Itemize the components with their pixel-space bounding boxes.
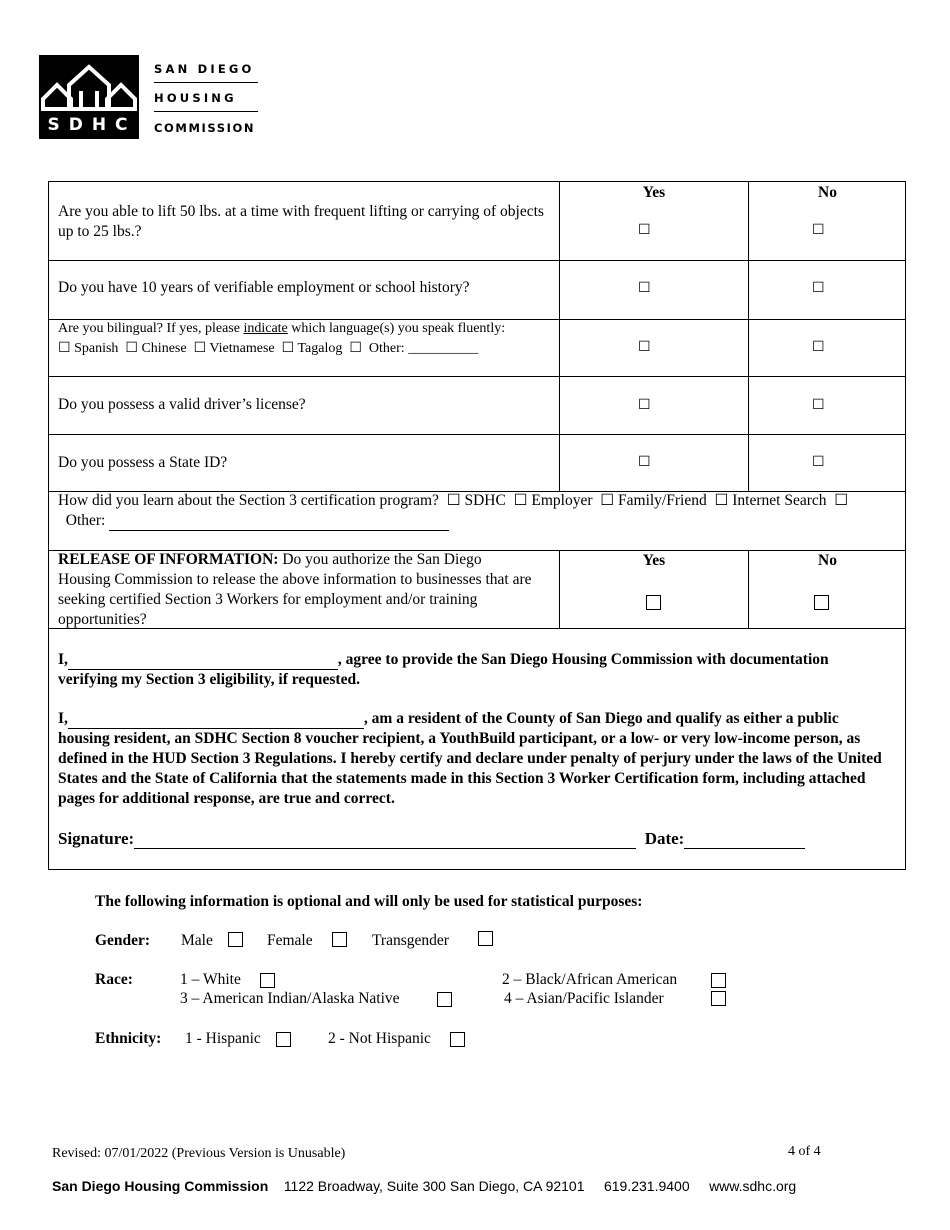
optional-intro: The following information is optional and will only be used for statistical purposes:: [95, 893, 643, 910]
gender-label: Gender:: [95, 932, 151, 949]
agree-prefix: I,: [58, 651, 68, 668]
source-family-friend: Family/Friend: [618, 492, 707, 509]
agree-name-field[interactable]: [68, 669, 338, 670]
internet-source-checkbox[interactable]: ☐: [714, 492, 729, 509]
signature-field[interactable]: [134, 848, 636, 849]
logo-name-line-2: HOUSING: [154, 91, 237, 105]
column-divider: [748, 182, 749, 491]
question-state-id: Do you possess a State ID?: [58, 454, 228, 471]
race-label: Race:: [95, 971, 133, 988]
race-asian-checkbox[interactable]: [711, 991, 726, 1006]
bilingual-text-suffix: which language(s) you speak fluently:: [287, 321, 506, 336]
language-options: [58, 339, 558, 359]
release-yes-header: Yes: [642, 552, 666, 569]
release-yes-checkbox[interactable]: [646, 595, 661, 610]
vietnamese-checkbox[interactable]: ☐: [193, 341, 207, 356]
agree-text: , agree to provide the San Diego Housing Commission with documentation verifying my Section 3 eligibility, if requested.: [58, 651, 829, 688]
q4-no-checkbox[interactable]: ☐: [812, 398, 825, 413]
chinese-checkbox[interactable]: ☐: [125, 341, 138, 356]
learn-about-row: [58, 491, 898, 531]
row-divider: [49, 260, 905, 261]
other-source-field[interactable]: [109, 530, 449, 531]
question-drivers-license: Do you possess a valid driver’s license?: [58, 396, 306, 413]
logo-rule: [154, 82, 258, 83]
ethnicity-not-hispanic-checkbox[interactable]: [450, 1032, 465, 1047]
q1-yes-checkbox[interactable]: ☐: [638, 223, 651, 238]
race-white: 1 – White: [180, 971, 241, 988]
ethnicity-hispanic-checkbox[interactable]: [276, 1032, 291, 1047]
resident-text: , am a resident of the County of San Diego and qualify as either a public housing resident, an SDHC Section 8 voucher recipient, a YouthBuild participant, or a low- or very low-income person, as defined in the HUD Section 3 Regulations. I hereby certify and declare under penalty of perjury under the laws of the United States and the State of California that the statements made in this Section 3 Worker Certification form, including attached pages for additional response, are true and correct.: [58, 710, 882, 807]
gender-male: Male: [181, 932, 213, 949]
page-number: 4 of 4: [788, 1144, 821, 1159]
spanish-checkbox[interactable]: ☐: [58, 341, 71, 356]
q2-no-checkbox[interactable]: ☐: [812, 281, 825, 296]
revision-note: Revised: 07/01/2022 (Previous Version is Unusable): [52, 1146, 346, 1161]
question-lift: Are you able to lift 50 lbs. at a time with frequent lifting or carrying of objects up to 25 lbs.?: [58, 203, 544, 240]
source-employer: Employer: [531, 492, 593, 509]
logo-rule: [154, 111, 258, 112]
footer-website[interactable]: www.sdhc.org: [709, 1178, 797, 1194]
employer-source-checkbox[interactable]: ☐: [513, 492, 528, 509]
other-language-field[interactable]: Other: __________: [368, 341, 479, 356]
certification-agree: [58, 650, 878, 690]
footer-org-name: San Diego Housing Commission: [52, 1178, 269, 1194]
q5-no-checkbox[interactable]: ☐: [812, 455, 825, 470]
q5-yes-checkbox[interactable]: ☐: [638, 455, 651, 470]
row-divider: [49, 376, 905, 377]
release-title: RELEASE OF INFORMATION:: [58, 551, 279, 568]
date-field[interactable]: [684, 848, 805, 849]
column-divider: [559, 182, 560, 491]
ethnicity-not-hispanic: 2 - Not Hispanic: [328, 1030, 431, 1047]
logo-letters: SDHC: [47, 115, 137, 135]
source-internet-search: Internet Search: [732, 492, 827, 509]
q3-no-checkbox[interactable]: ☐: [812, 340, 825, 355]
footer-address: 1122 Broadway, Suite 300 San Diego, CA 92101: [283, 1178, 585, 1194]
ethnicity-hispanic: 1 - Hispanic: [185, 1030, 261, 1047]
certification-resident: [58, 709, 888, 809]
sdhc-logo: [39, 55, 139, 139]
other-source-label: Other:: [65, 512, 106, 529]
other-language-checkbox[interactable]: ☐: [349, 341, 362, 356]
source-sdhc: SDHC: [464, 492, 506, 509]
gender-male-checkbox[interactable]: [228, 932, 243, 947]
no-header: No: [818, 184, 837, 201]
q3-yes-checkbox[interactable]: ☐: [638, 340, 651, 355]
gender-female-checkbox[interactable]: [332, 932, 347, 947]
release-no-checkbox[interactable]: [814, 595, 829, 610]
learn-question: How did you learn about the Section 3 certification program?: [58, 492, 439, 509]
signature-label: Signature:: [58, 829, 135, 848]
signature-row: [58, 829, 898, 849]
other-source-checkbox[interactable]: ☐: [834, 492, 849, 509]
resident-prefix: I,: [58, 710, 68, 727]
bilingual-text-prefix: Are you bilingual? If yes, please: [58, 321, 244, 336]
release-no-header: No: [818, 552, 837, 569]
sdhc-source-checkbox[interactable]: ☐: [446, 492, 461, 509]
gender-transgender-checkbox[interactable]: [478, 931, 493, 946]
language-chinese: Chinese: [141, 341, 187, 356]
race-american-indian-checkbox[interactable]: [437, 992, 452, 1007]
question-bilingual: [58, 319, 558, 339]
q4-yes-checkbox[interactable]: ☐: [638, 398, 651, 413]
language-spanish: Spanish: [74, 341, 119, 356]
resident-name-field[interactable]: [68, 728, 364, 729]
question-history: Do you have 10 years of verifiable employment or school history?: [58, 279, 470, 296]
bilingual-text-underlined: indicate: [243, 321, 288, 336]
family-source-checkbox[interactable]: ☐: [600, 492, 615, 509]
tagalog-checkbox[interactable]: ☐: [281, 341, 295, 356]
footer-contact: [52, 1178, 796, 1194]
row-divider: [49, 434, 905, 435]
race-black-checkbox[interactable]: [711, 973, 726, 988]
race-american-indian: 3 – American Indian/Alaska Native: [180, 990, 400, 1007]
race-white-checkbox[interactable]: [260, 973, 275, 988]
footer-phone: 619.231.9400: [603, 1178, 690, 1194]
q2-yes-checkbox[interactable]: ☐: [638, 281, 651, 296]
date-label: Date:: [644, 829, 685, 848]
yes-header: Yes: [642, 184, 666, 201]
race-asian: 4 – Asian/Pacific Islander: [504, 990, 664, 1007]
gender-female: Female: [267, 932, 313, 949]
release-text: Do you authorize the San Diego Housing Commission to release the above information to businesses that are seeking certified Section 3 Workers for employment and/or training opportunities?: [58, 551, 532, 628]
release-of-information: [58, 550, 538, 630]
language-tagalog: Tagalog: [297, 341, 343, 356]
q1-no-checkbox[interactable]: ☐: [812, 223, 825, 238]
ethnicity-label: Ethnicity:: [95, 1030, 162, 1047]
language-vietnamese: Vietnamese: [209, 341, 275, 356]
gender-transgender: Transgender: [372, 932, 449, 949]
logo-name-line-1: SAN DIEGO: [154, 62, 255, 76]
race-black: 2 – Black/African American: [502, 971, 678, 988]
logo-name-line-3: COMMISSION: [154, 121, 256, 135]
questionnaire-table: [48, 181, 906, 870]
